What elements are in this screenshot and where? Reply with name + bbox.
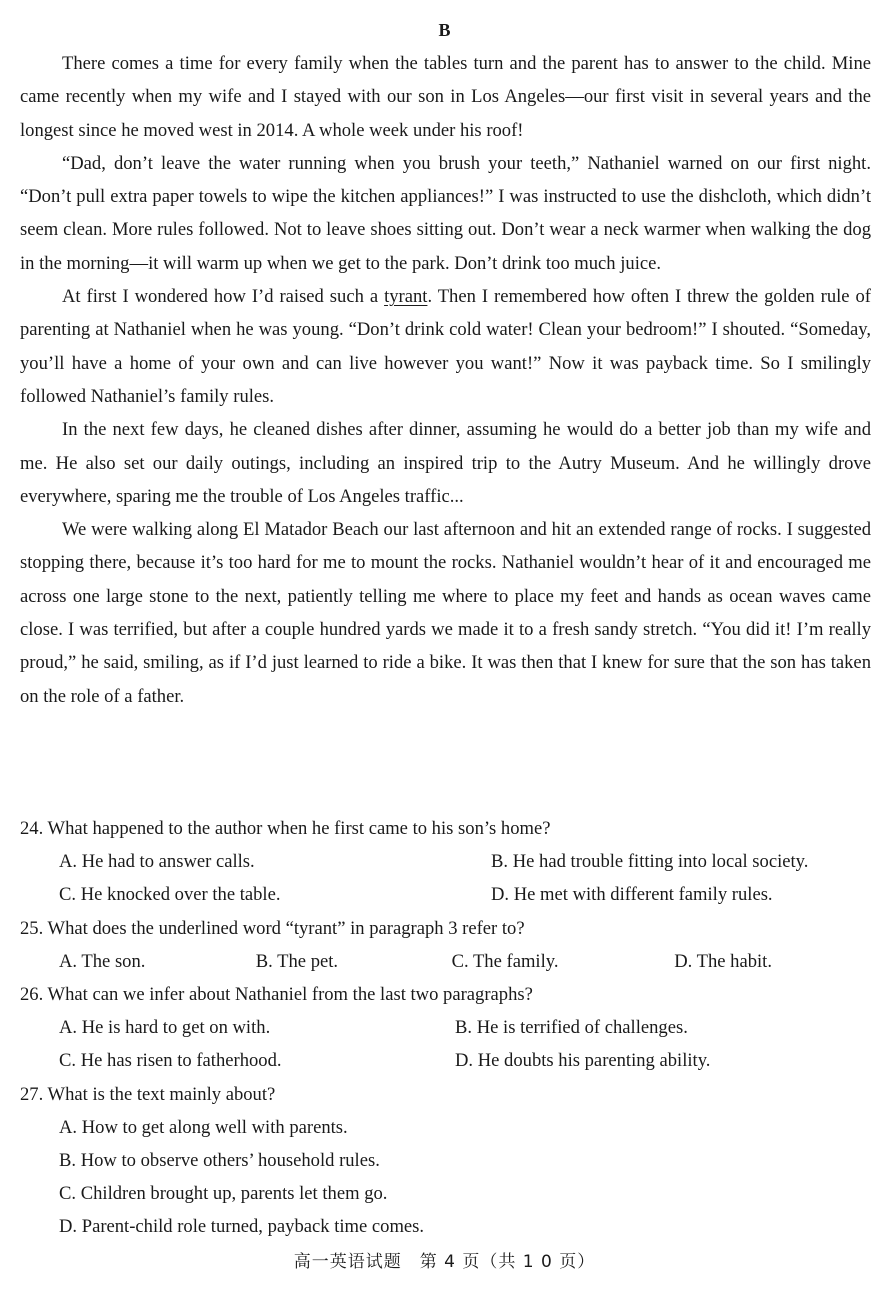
paragraph-3-part-2: . Then I remembered how often I threw the golden rule of parenting at Nathaniel when he was young. “Don’t drink cold water! Clean your bedroom!” I shouted. “Someday, you’ll have a home of your own and can live however you want!” Now it was payback time. So I smilingly followed Nathaniel’s family rules.: [20, 286, 871, 407]
option-25-c: C. The family.: [451, 950, 559, 972]
option-27-b: B. How to observe others’ household rules.: [59, 1150, 380, 1172]
option-25-b: B. The pet.: [255, 950, 339, 972]
paragraph-5: We were walking along El Matador Beach our last afternoon and hit an extended range of rocks. I suggested stopping there, because it’s too hard for me to mount the rocks. Nathaniel wouldn’t hear of it and encouraged me across one large stone to the next, patiently telling me where to place my feet and hands as ocean waves came close. I was terrified, but after a couple hundred yards we made it to a fresh sandy stretch. “You did it! I’m really proud,” he said, smiling, as if I’d just learned to ride a bike. It was then that I knew for sure that the son has taken on the role of a father.: [20, 519, 871, 707]
option-25-a: A. The son.: [59, 950, 146, 972]
page-footer: 高一英语试题 第 4 页（共 1 0 页）: [293, 1252, 596, 1272]
question-25-options-row: [20, 945, 871, 978]
option-27-a: A. How to get along well with parents.: [59, 1116, 348, 1138]
question-25: 25. What does the underlined word “tyrant” in paragraph 3 refer to?: [20, 917, 525, 939]
option-24-a: A. He had to answer calls.: [59, 851, 255, 873]
question-24-options-row-1: [20, 845, 871, 878]
question-26-options-row-1: [20, 1011, 871, 1044]
question-26-options-row-2: [20, 1044, 871, 1077]
paragraph-2: “Dad, don’t leave the water running when you brush your teeth,” Nathaniel warned on our first night. “Don’t pull extra paper towels to wipe the kitchen appliances!” I was instructed to use the dishcloth, which didn’t seem clean. More rules followed. Not to leave shoes sitting out. Don’t wear a neck warmer when walking the dog in the morning—it will warm up when we get to the park. Don’t drink too much juice.: [20, 152, 871, 274]
question-list: [20, 812, 871, 1244]
question-26: 26. What can we infer about Nathaniel from the last two paragraphs?: [20, 984, 533, 1006]
option-24-d: D. He met with different family rules.: [491, 884, 773, 906]
option-27-d: D. Parent-child role turned, payback time comes.: [59, 1216, 425, 1238]
paragraph-3: [20, 280, 871, 413]
option-26-d: D. He doubts his parenting ability.: [455, 1050, 711, 1072]
section-title: B: [438, 20, 451, 40]
question-27: 27. What is the text mainly about?: [20, 1083, 276, 1105]
option-27-c: C. Children brought up, parents let them go.: [59, 1183, 388, 1205]
option-26-c: C. He has risen to fatherhood.: [59, 1050, 282, 1072]
question-24: 24. What happened to the author when he first came to his son’s home?: [20, 818, 551, 839]
question-24-options-row-2: [20, 878, 871, 911]
option-24-c: C. He knocked over the table.: [59, 884, 281, 906]
reading-passage: [20, 47, 871, 713]
paragraph-4: In the next few days, he cleaned dishes after dinner, assuming he would do a better job than my wife and me. He also set our daily outings, including an inspired trip to the Autry Museum. And he willingly drove everywhere, sparing me the trouble of Los Angeles traffic...: [20, 419, 871, 507]
option-25-d: D. The habit.: [674, 950, 772, 972]
option-26-b: B. He is terrified of challenges.: [455, 1017, 688, 1039]
underlined-word: tyrant: [384, 286, 428, 308]
option-26-a: A. He is hard to get on with.: [59, 1017, 271, 1039]
paragraph-3-part-1: At first I wondered how I’d raised such a: [62, 286, 385, 308]
option-24-b: B. He had trouble fitting into local society.: [491, 851, 809, 873]
paragraph-1: There comes a time for every family when the tables turn and the parent has to answer to the child. Mine came recently when my wife and I stayed with our son in Los Angeles—our first visit in several years and the longest since he moved west in 2014. A whole week under his roof!: [20, 53, 871, 141]
